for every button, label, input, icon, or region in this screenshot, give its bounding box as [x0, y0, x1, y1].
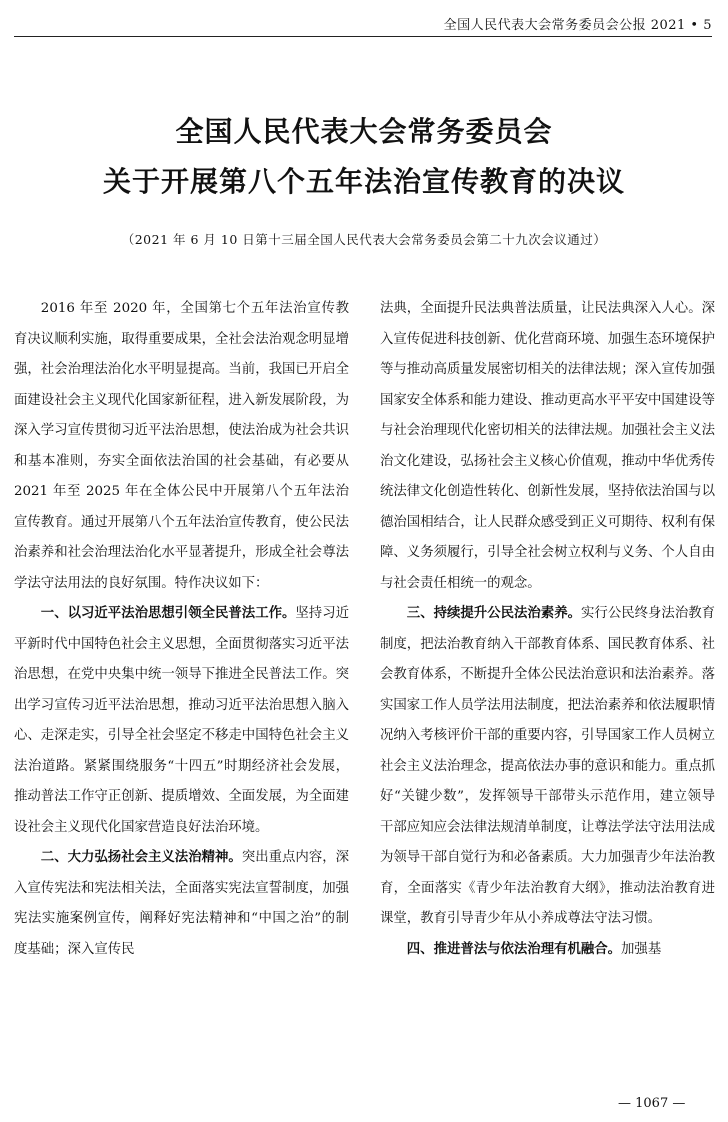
- document-title-line-2: 关于开展第八个五年法治宣传教育的决议: [102, 165, 625, 198]
- section-1-text: 坚持习近平新时代中国特色社会主义思想，全面贯彻落实习近平法治思想，在党中央集中统一领导下推进全民普法工作。突出学习宣传习近平法治思想，推动习近平法治思想入脑入心、走深走实，引导全社会坚定不移走中国特色社会主义法治道路。紧紧围绕服务“十四五”时期经济社会发展，推动普法工作守正创新、提质增效、全面发展，为全面建设社会主义现代化国家营造良好法治环境。: [14, 606, 349, 835]
- intro-paragraph: 2016 年至 2020 年，全国第七个五年法治宣传教育决议顺利实施，取得重要成果，全社会法治观念明显增强，社会治理法治化水平明显提高。当前，我国已开启全面建设社会主义现代化国家新征程，进入新发展阶段，为深入学习宣传贯彻习近平法治思想，使法治成为社会共识和基本准则，夯实全面依法治国的社会基础，有必要从 2021 年至 2025 年在全体公民中开展第八个五年法治宣传教育。通过开展第八个五年法治宣传教育，使公民法治素养和社会治理法治化水平显著提升，形成全社会尊法学法守法用法的良好氛围。特作决议如下：: [14, 301, 349, 591]
- running-head: [14, 6, 712, 37]
- section-1-paragraph: [14, 599, 349, 843]
- section-4-heading: 四、推进普法与依法治理有机融合。: [406, 941, 622, 957]
- section-2-continuation: 法典，全面提升民法典普法质量，让民法典深入人心。深入宣传促进科技创新、优化营商环境、加强生态环境保护等与推动高质量发展密切相关的法律法规；深入宣传加强国家安全体系和能力建设、推动更高水平平安中国建设等与社会治理现代化密切相关的法律法规。加强社会主义法治文化建设，弘扬社会主义核心价值观，推动中华优秀传统法律文化创造性转化、创新性发展，坚持依法治国与以德治国相结合，让人民群众感受到正义可期待、权利有保障、义务须履行，引导全社会树立权利与义务、个人自由与社会责任相统一的观念。: [380, 301, 715, 591]
- section-1-heading: 一、以习近平法治思想引领全民普法工作。: [40, 606, 296, 621]
- section-4-text: 加强基: [621, 941, 662, 957]
- adoption-note: （2021 年 6 月 10 日第十三届全国人民代表大会常务委员会第二十九次会议通过）: [121, 232, 607, 247]
- left-column: [14, 294, 349, 965]
- section-3-text: 实行公民终身法治教育制度，把法治教育纳入干部教育体系、国民教育体系、社会教育体系，不断提升全体公民法治意识和法治素养。落实国家工作人员学法用法制度，把法治素养和依法履职情况纳入考核评价干部的重要内容，引导国家工作人员树立社会主义法治理念，提高依法办事的意识和能力。重点抓好“关键少数”，发挥领导干部带头示范作用，建立领导干部应知应会法律法规清单制度，让尊法学法守法用法成为领导干部自觉行为和必备素质。大力加强青少年法治教育，全面落实《青少年法治教育大纲》，推动法治教育进课堂，教育引导青少年从小养成尊法守法习惯。: [380, 606, 716, 926]
- section-2-text-part-1: 突出重点内容，深入宣传宪法和宪法相关法，全面落实宪法宣誓制度，加强宪法实施案例宣传，阐释好宪法精神和“中国之治”的制度基础；深入宣传民: [14, 850, 350, 957]
- page-number: — 1067 —: [618, 1096, 686, 1111]
- section-3-heading: 三、持续提升公民法治素养。: [406, 606, 582, 621]
- section-3-paragraph: [380, 599, 715, 935]
- section-2-paragraph: [14, 843, 349, 965]
- right-column: [380, 294, 715, 965]
- running-head-text: 全国人民代表大会常务委员会公报 2021 • 5: [443, 18, 712, 33]
- section-4-paragraph: [380, 935, 715, 966]
- document-title-line-1: 全国人民代表大会常务委员会: [175, 115, 553, 148]
- section-2-heading: 二、大力弘扬社会主义法治精神。: [40, 850, 242, 865]
